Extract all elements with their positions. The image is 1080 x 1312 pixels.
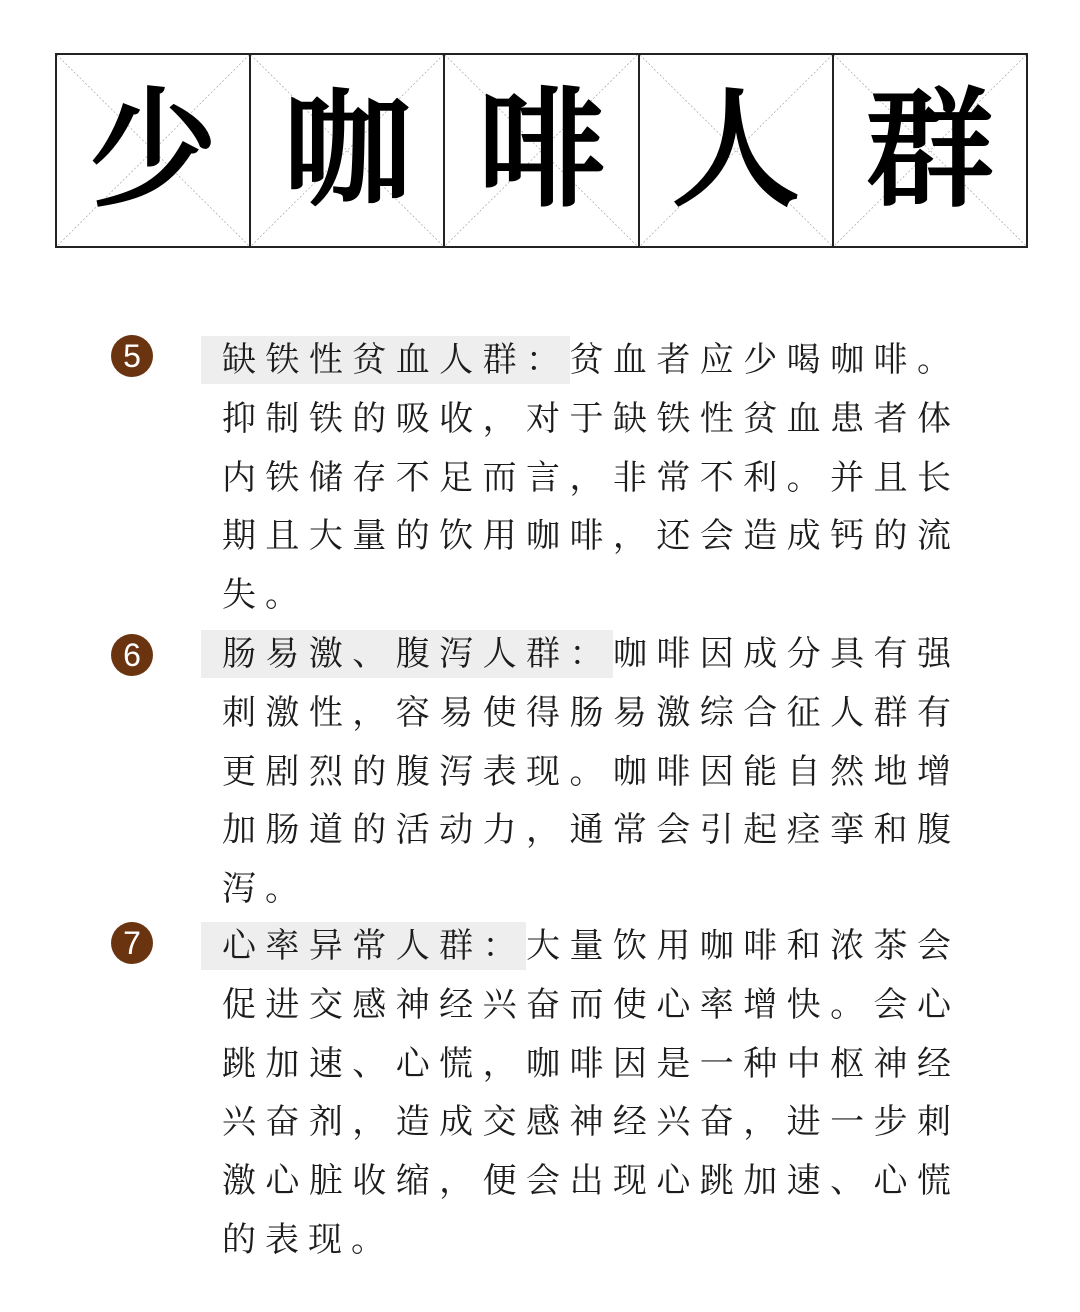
item-label: 肠易激、腹泻人群： <box>222 630 613 678</box>
item-text <box>222 917 960 1270</box>
item-text <box>222 625 960 919</box>
item-text <box>222 331 960 625</box>
title-char: 群 <box>865 75 994 225</box>
item-body: 大量饮用咖啡和浓茶会促进交感神经兴奋而使心率增快。会心跳加速、心慌，咖啡因是一种中枢神经兴奋剂，造成交感神经兴奋，进一步刺激心脏收缩，便会出现心跳加速、心慌的表现。 <box>222 926 960 1260</box>
title-char: 人 <box>671 75 800 225</box>
title-char: 啡 <box>477 75 606 225</box>
title-cell <box>251 55 445 246</box>
title-cell <box>445 55 639 246</box>
title-char: 少 <box>89 75 218 225</box>
title-cell <box>834 55 1026 246</box>
title-char: 咖 <box>283 75 412 225</box>
title-cell <box>57 55 251 246</box>
item-body: 贫血者应少喝咖啡。抑制铁的吸收，对于缺铁性贫血患者体内铁储存不足而言，非常不利。并且长期且大量的饮用咖啡，还会造成钙的流失。 <box>222 340 960 616</box>
title-grid <box>55 53 1028 248</box>
item-label: 心率异常人群： <box>222 922 526 970</box>
item-label: 缺铁性贫血人群： <box>222 336 570 384</box>
title-cell <box>640 55 834 246</box>
item-body: 咖啡因成分具有强刺激性，容易使得肠易激综合征人群有更剧烈的腹泻表现。咖啡因能自然地增加肠道的活动力，通常会引起痉挛和腹泻。 <box>222 634 960 910</box>
number-badge: 6 <box>111 634 153 676</box>
number-badge: 5 <box>111 335 153 377</box>
number-badge: 7 <box>111 922 153 964</box>
